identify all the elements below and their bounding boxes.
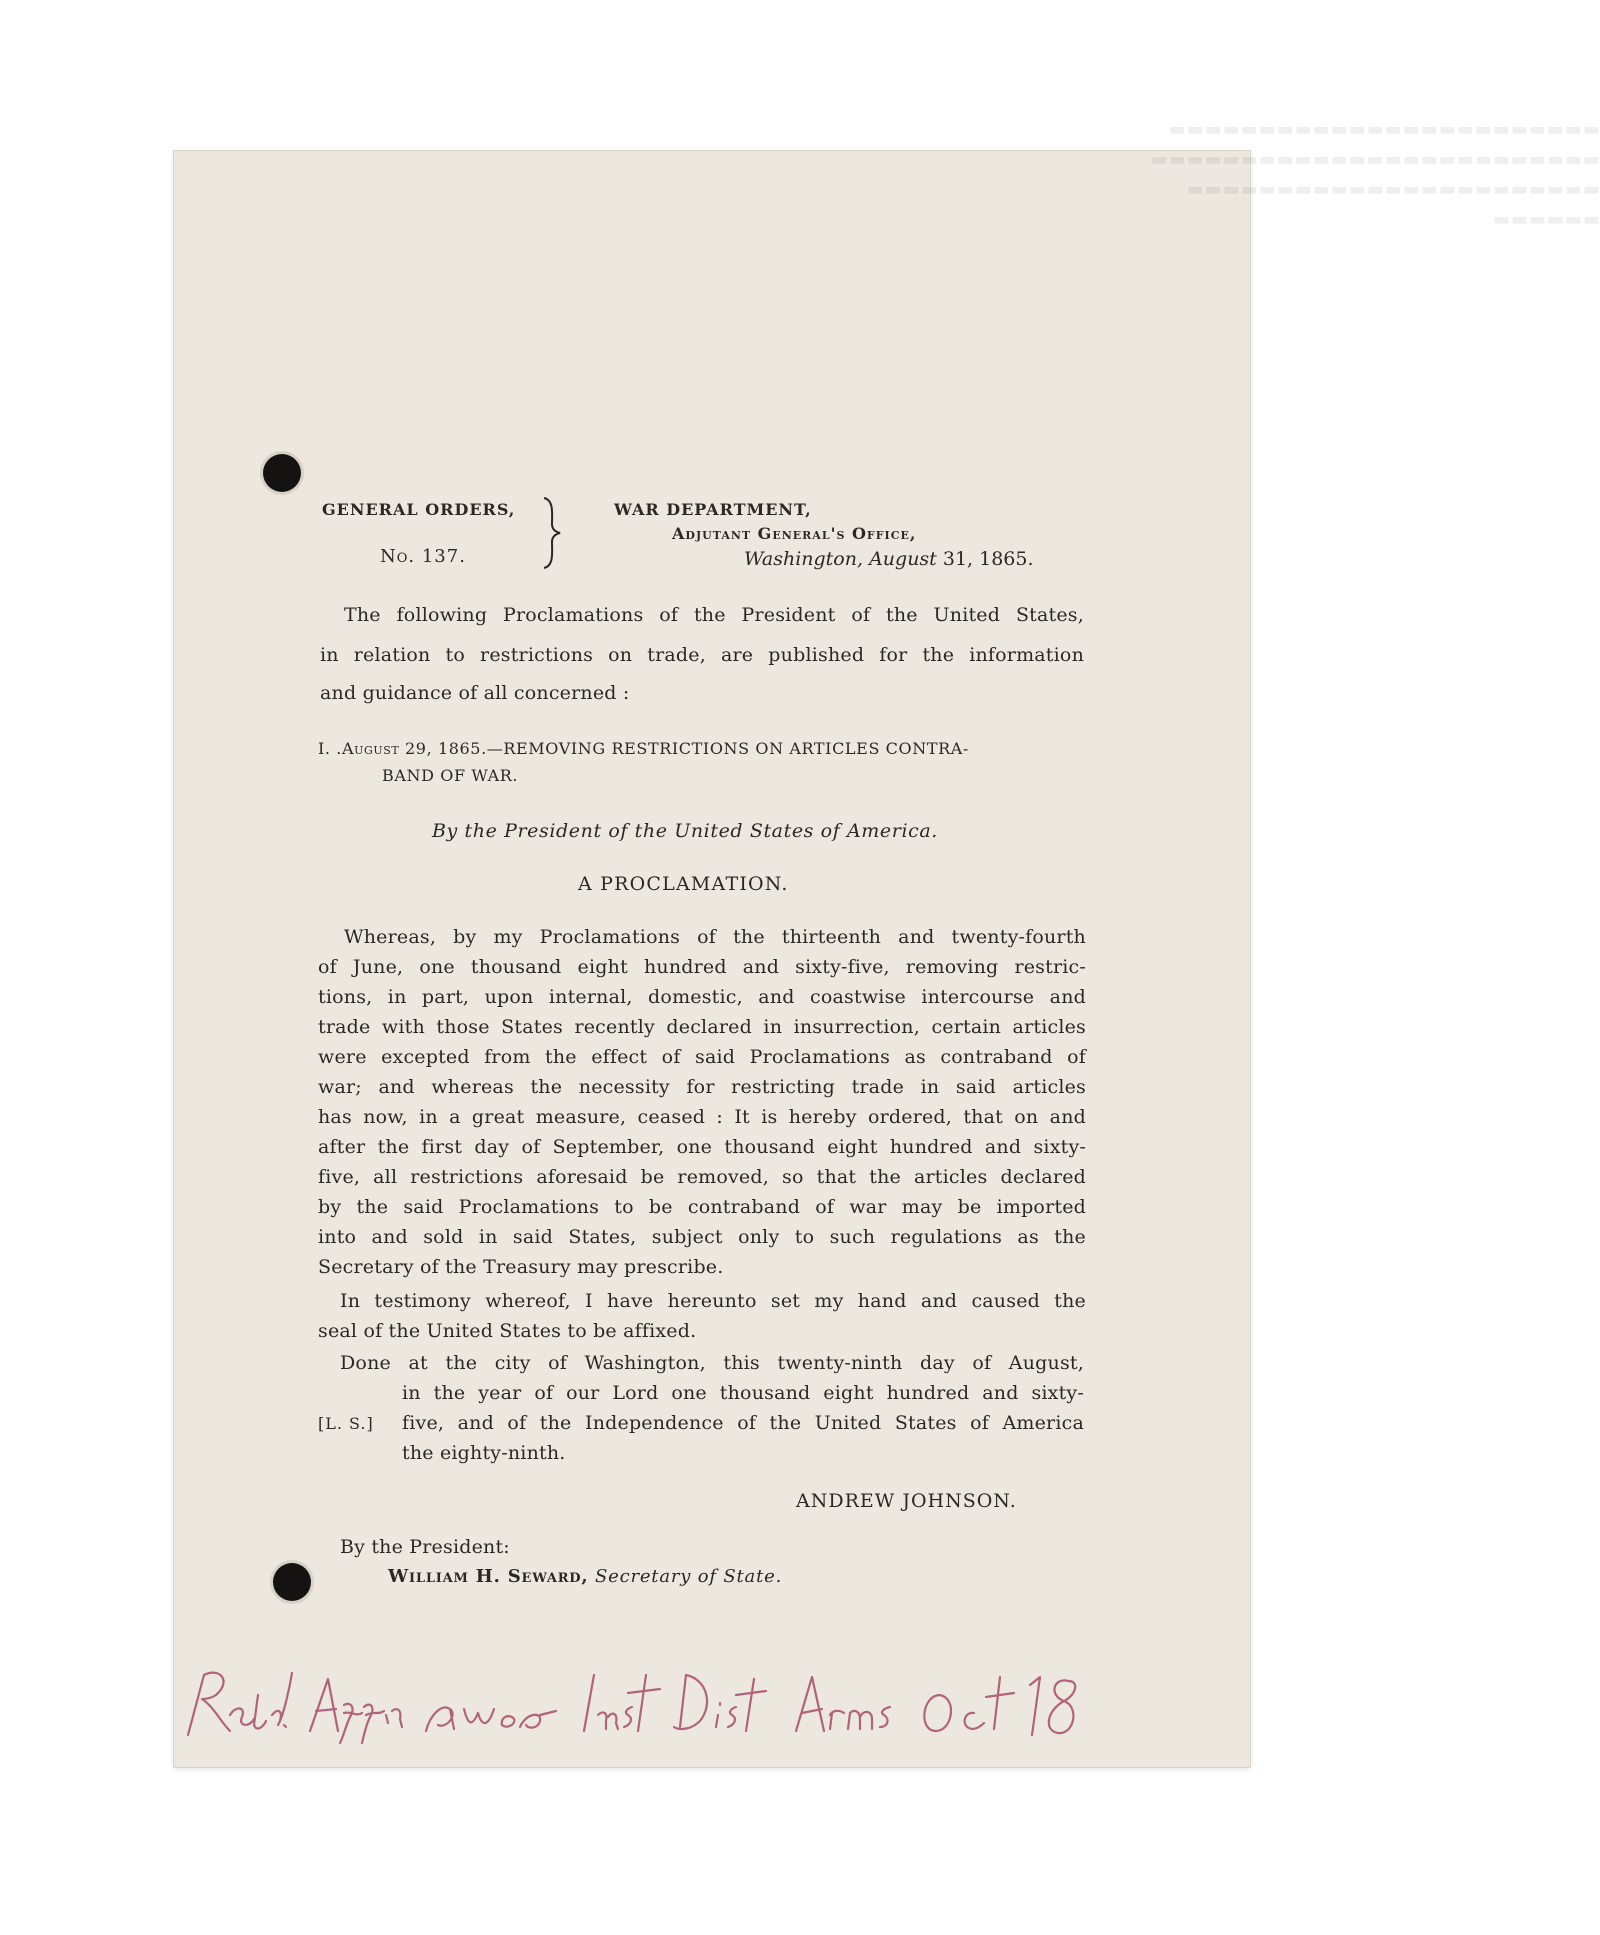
item-heading (318, 739, 969, 758)
testimony-line-2: seal of the United States to be affixed. (318, 1320, 697, 1342)
dateline-date: 31, 1865. (942, 548, 1034, 570)
intro-line-2: in relation to restrictions on trade, are published for the information (320, 644, 1084, 666)
done-line-4: the eighty-ninth. (402, 1442, 566, 1464)
adjutant-office-label: Adjutant General's Office, (672, 524, 917, 543)
handwritten-annotation (180, 1655, 1260, 1745)
order-dateline (744, 548, 1034, 570)
punch-hole-top (263, 454, 301, 492)
done-line-3: five, and of the Independence of the United States of America (402, 1412, 1084, 1434)
proclamation-heading: A PROCLAMATION. (578, 873, 789, 895)
general-orders-label: GENERAL ORDERS, (322, 500, 516, 519)
attest-title: Secretary of State. (594, 1566, 783, 1587)
whereas-line-8: after the first day of September, one thousand eight hundred and sixty- (318, 1136, 1086, 1158)
attest-name: William H. Seward, (388, 1566, 589, 1587)
order-number: No. 137. (380, 546, 466, 567)
whereas-line-9: five, all restrictions aforesaid be removed, so that the articles declared (318, 1166, 1086, 1188)
attest-line (388, 1566, 782, 1587)
whereas-line-2: of June, one thousand eight hundred and sixty-five, removing restric- (318, 956, 1086, 978)
item-number: I. . (318, 739, 342, 758)
attest-intro: By the President: (340, 1536, 510, 1558)
seal-mark: [L. S.] (318, 1414, 374, 1433)
whereas-line-1: Whereas, by my Proclamations of the thirteenth and twenty-fourth (344, 926, 1086, 948)
whereas-line-12: Secretary of the Treasury may prescribe. (318, 1256, 724, 1278)
item-title-2: BAND OF WAR. (382, 766, 519, 785)
whereas-line-5: were excepted from the effect of said Proclamations as contraband of (318, 1046, 1086, 1068)
item-title-1: —REMOVING RESTRICTIONS ON ARTICLES CONTRA- (486, 739, 969, 758)
done-line-2: in the year of our Lord one thousand eight hundred and sixty- (402, 1382, 1084, 1404)
byline: By the President of the United States of America. (432, 820, 938, 842)
bleed-through-text: ▬▬▬▬▬▬▬▬▬▬▬▬▬▬▬▬▬▬▬▬▬▬▬▬ ▬▬▬▬▬▬▬▬▬▬▬▬▬▬▬▬▬▬▬▬▬▬▬▬▬ ▬▬▬▬▬▬▬▬▬▬▬▬▬▬▬▬▬▬▬▬▬▬▬ ▬▬▬▬▬▬ (1149, 119, 1600, 230)
signer-name: ANDREW JOHNSON. (796, 1490, 1017, 1512)
dateline-month: August (869, 548, 937, 570)
header-brace (540, 496, 564, 570)
done-line-1: Done at the city of Washington, this twenty-ninth day of August, (340, 1352, 1084, 1374)
war-department-label: WAR DEPARTMENT, (614, 500, 812, 519)
intro-line-1: The following Proclamations of the President of the United States, (344, 604, 1084, 626)
item-date: August 29, 1865. (341, 739, 487, 758)
whereas-line-4: trade with those States recently declared in insurrection, certain articles (318, 1016, 1086, 1038)
whereas-line-3: tions, in part, upon internal, domestic, and coastwise intercourse and (318, 986, 1086, 1008)
testimony-line-1: In testimony whereof, I have hereunto set my hand and caused the (340, 1290, 1086, 1312)
intro-line-3: and guidance of all concerned : (320, 682, 630, 704)
whereas-line-7: has now, in a great measure, ceased : It is hereby ordered, that on and (318, 1106, 1086, 1128)
whereas-line-10: by the said Proclamations to be contraband of war may be imported (318, 1196, 1086, 1218)
whereas-line-11: into and sold in said States, subject only to such regulations as the (318, 1226, 1086, 1248)
punch-hole-bottom (273, 1563, 311, 1601)
dateline-place: Washington, (744, 548, 864, 570)
whereas-line-6: war; and whereas the necessity for restricting trade in said articles (318, 1076, 1086, 1098)
